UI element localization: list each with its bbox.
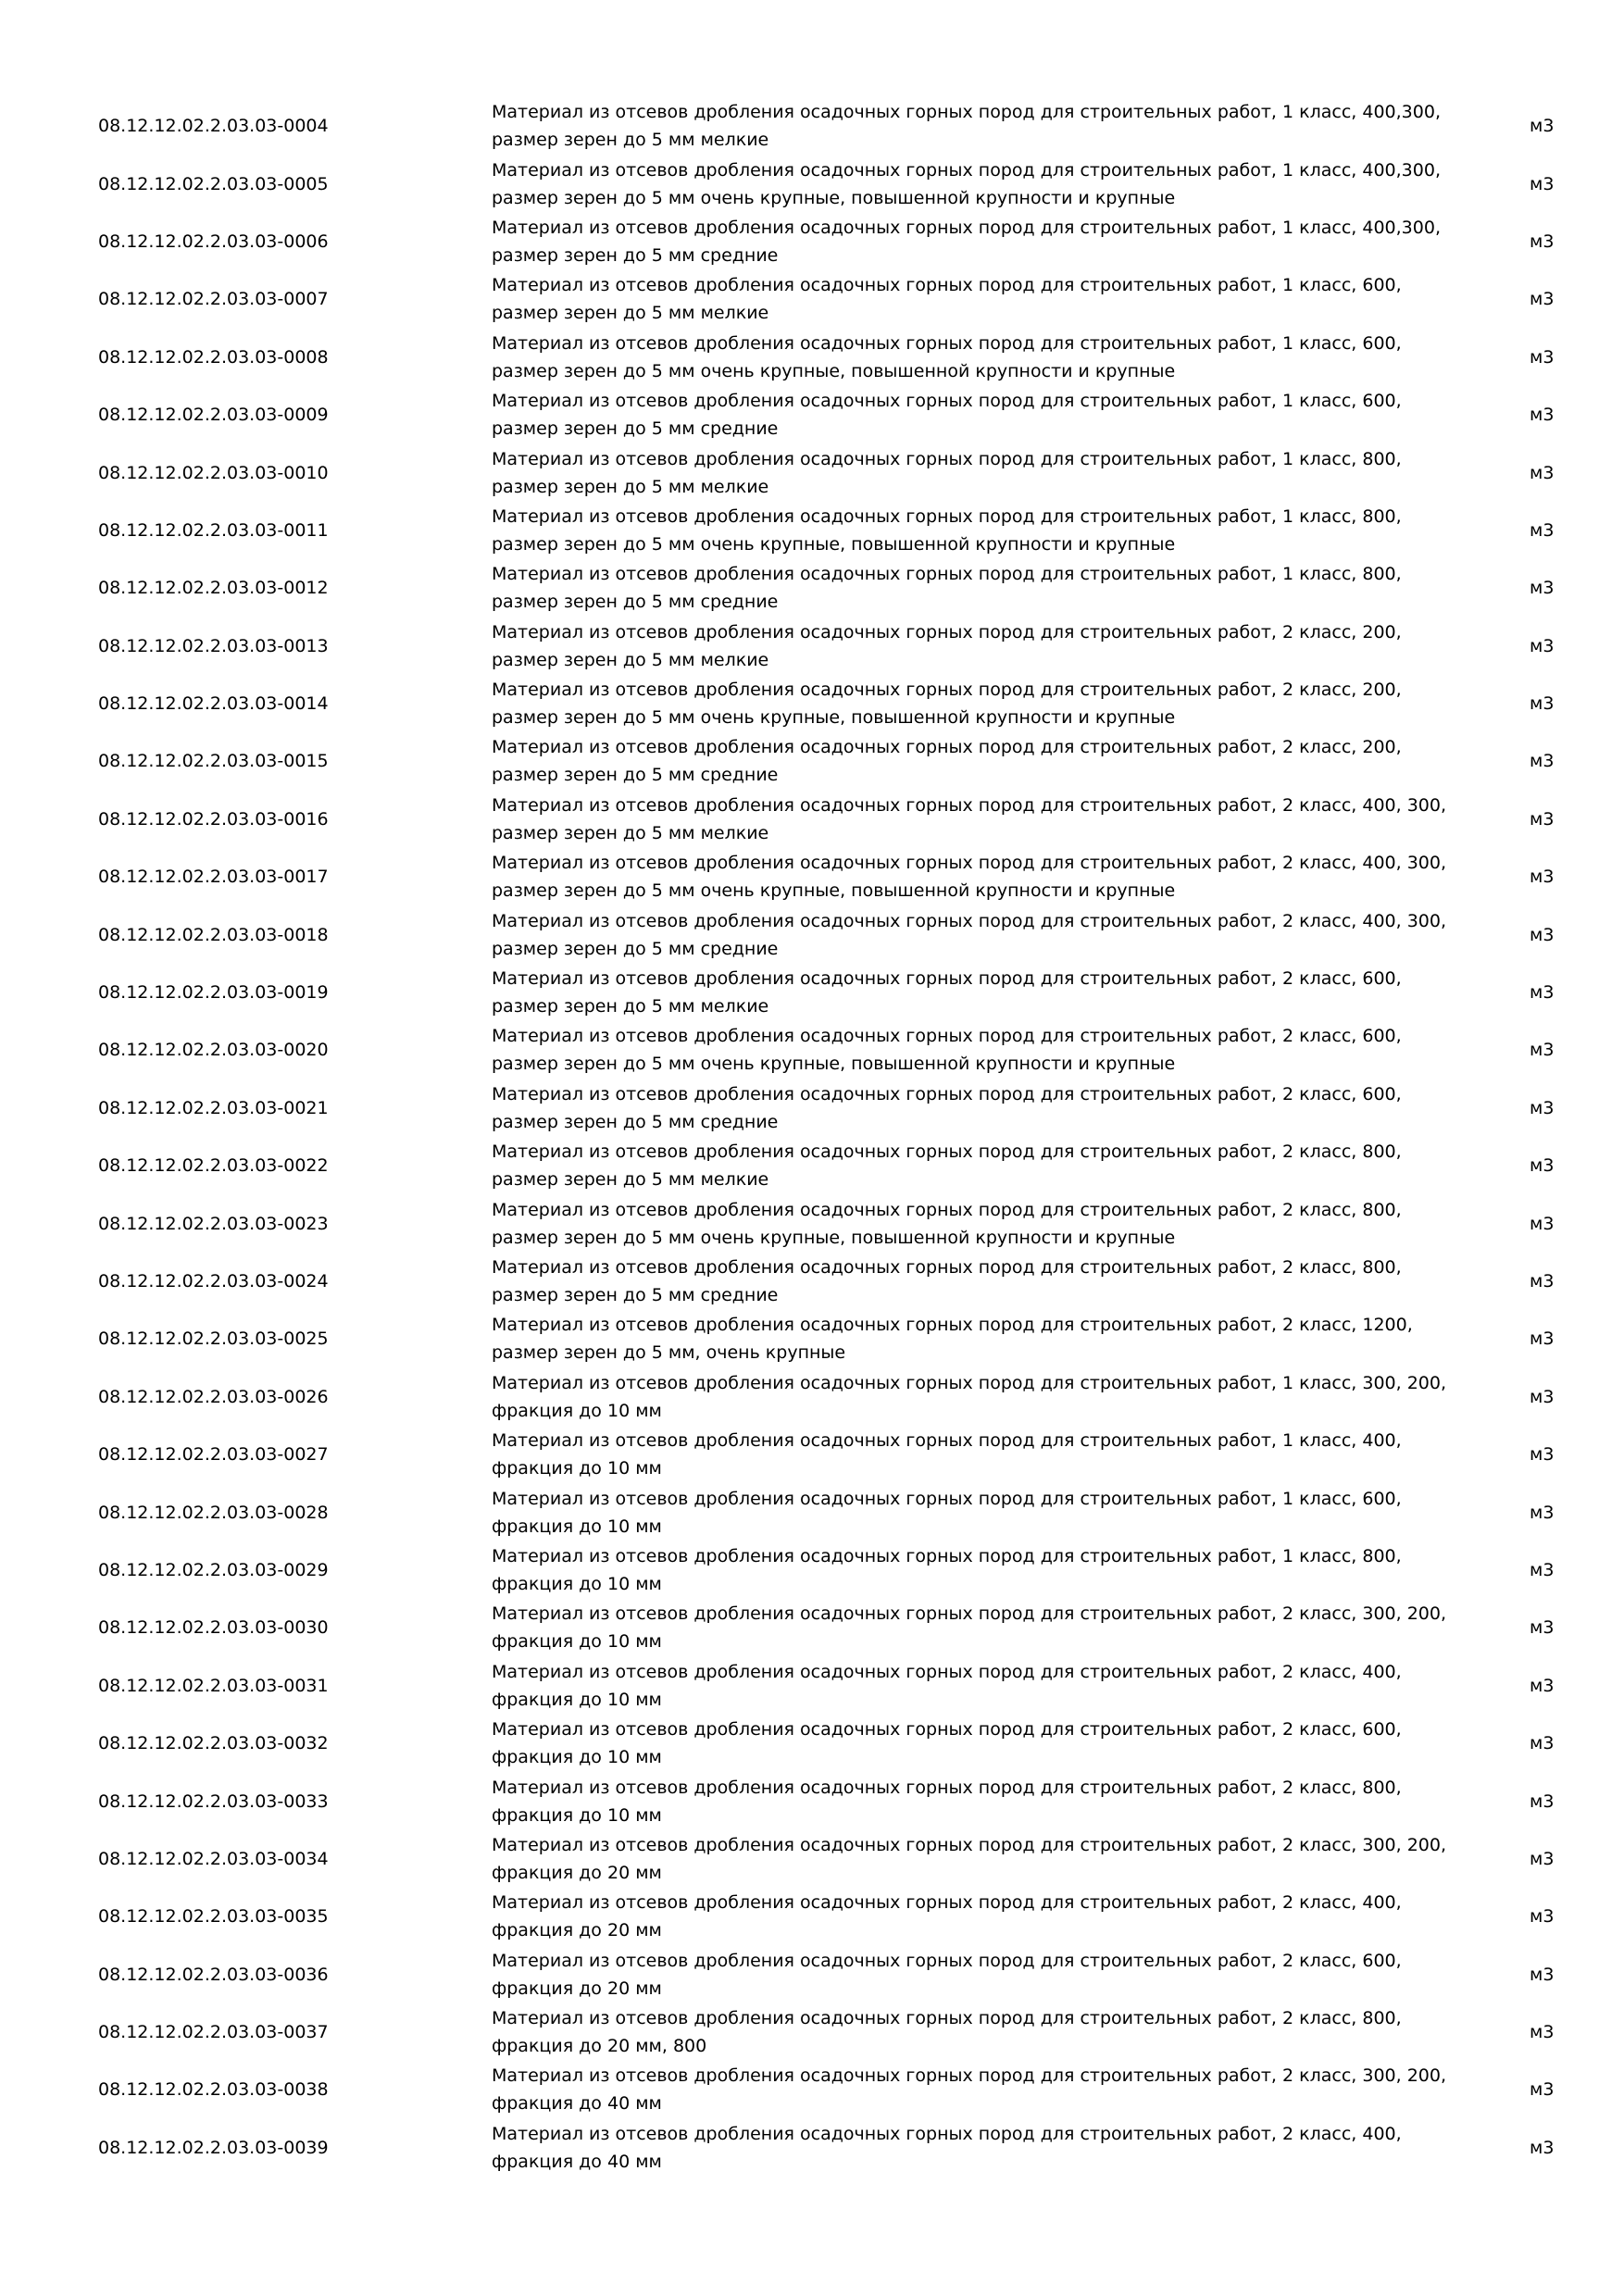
item-code: 08.12.12.02.2.03.03-0006 [98,231,329,252]
item-description: Материал из отсевов дробления осадочных горных пород для строительных работ, 1 класс, 800, размер зерен до 5 мм мелкие [492,448,1402,497]
item-code: 08.12.12.02.2.03.03-0008 [98,346,329,368]
item-unit: м3 [1530,808,1555,830]
item-description: Материал из отсевов дробления осадочных горных пород для строительных работ, 2 класс, 300, 200, фракция до 40 мм [492,2065,1447,2115]
item-description-cell [492,1079,1473,1137]
item-description: Материал из отсевов дробления осадочных горных пород для строительных работ, 1 класс, 400,300, размер зерен до 5 мм очень крупные, повышенной крупности и крупные [492,159,1441,208]
item-description-cell [492,905,1473,963]
item-unit: м3 [1530,1733,1555,1754]
table-row [0,1715,1624,1772]
item-unit: м3 [1530,405,1555,426]
item-unit: м3 [1530,1848,1555,1869]
table-row [0,1888,1624,1945]
item-unit: м3 [1530,1675,1555,1696]
item-description-cell [492,1715,1473,1772]
item-description: Материал из отсевов дробления осадочных горных пород для строительных работ, 1 класс, 400,300, размер зерен до 5 мм средние [492,217,1441,266]
table-row [0,1599,1624,1656]
table-row [0,1946,1624,2003]
item-description: Материал из отсевов дробления осадочных горных пород для строительных работ, 1 класс, 600, фракция до 10 мм [492,1488,1402,1537]
item-unit: м3 [1530,1444,1555,1466]
item-description: Материал из отсевов дробления осадочных горных пород для строительных работ, 2 класс, 600, размер зерен до 5 мм очень крупные, повышенной крупности и крупные [492,1026,1402,1075]
table-row [0,732,1624,790]
item-code: 08.12.12.02.2.03.03-0035 [98,1906,329,1928]
item-description-cell [492,618,1473,675]
item-code: 08.12.12.02.2.03.03-0014 [98,693,329,715]
item-unit: м3 [1530,1097,1555,1118]
item-description: Материал из отсевов дробления осадочных горных пород для строительных работ, 2 класс, 200, размер зерен до 5 мм очень крупные, повышенной крупности и крупные [492,680,1402,729]
table-row [0,1483,1624,1541]
item-description: Материал из отсевов дробления осадочных горных пород для строительных работ, 2 класс, 1200, размер зерен до 5 мм, очень крупные [492,1315,1413,1364]
item-unit: м3 [1530,2137,1555,2158]
item-unit: м3 [1530,2079,1555,2101]
item-description-cell [492,1194,1473,1252]
table-row [0,1021,1624,1079]
item-code: 08.12.12.02.2.03.03-0020 [98,1040,329,1061]
table-row [0,2003,1624,2061]
table-row [0,1772,1624,1829]
item-unit: м3 [1530,1040,1555,1061]
item-unit: м3 [1530,519,1555,541]
item-description: Материал из отсевов дробления осадочных горных пород для строительных работ, 1 класс, 800, размер зерен до 5 мм очень крупные, повышенной крупности и крупные [492,505,1402,555]
table-row [0,848,1624,905]
item-unit: м3 [1530,924,1555,945]
item-description-cell [492,1310,1473,1367]
item-description: Материал из отсевов дробления осадочных горных пород для строительных работ, 2 класс, 300, 200, фракция до 20 мм [492,1834,1447,1883]
item-unit: м3 [1530,578,1555,599]
item-description: Материал из отсевов дробления осадочных горных пород для строительных работ, 2 класс, 800, размер зерен до 5 мм средние [492,1257,1402,1305]
item-unit: м3 [1530,116,1555,137]
table-row [0,1368,1624,1426]
table-row [0,1253,1624,1310]
table-row [0,1830,1624,1888]
item-code: 08.12.12.02.2.03.03-0028 [98,1502,329,1523]
item-description-cell [492,791,1473,848]
item-unit: м3 [1530,1964,1555,1985]
item-description: Материал из отсевов дробления осадочных горных пород для строительных работ, 1 класс, 400,300, размер зерен до 5 мм мелкие [492,102,1441,151]
item-description: Материал из отсевов дробления осадочных горных пород для строительных работ, 1 класс, 800, размер зерен до 5 мм средние [492,564,1402,613]
item-code: 08.12.12.02.2.03.03-0029 [98,1559,329,1580]
item-code: 08.12.12.02.2.03.03-0010 [98,462,329,483]
item-description-cell [492,964,1473,1021]
item-description-cell [492,443,1473,501]
item-description: Материал из отсевов дробления осадочных горных пород для строительных работ, 2 класс, 800, размер зерен до 5 мм мелкие [492,1142,1402,1191]
item-code: 08.12.12.02.2.03.03-0024 [98,1271,329,1292]
item-description-cell [492,329,1473,386]
item-code: 08.12.12.02.2.03.03-0009 [98,405,329,426]
table-row [0,1541,1624,1599]
item-code: 08.12.12.02.2.03.03-0039 [98,2137,329,2158]
table-row [0,1079,1624,1137]
item-unit: м3 [1530,1906,1555,1928]
item-unit: м3 [1530,693,1555,715]
table-row [0,1137,1624,1194]
item-unit: м3 [1530,1271,1555,1292]
item-description-cell [492,2119,1473,2177]
item-unit: м3 [1530,1155,1555,1177]
table-row [0,791,1624,848]
item-code: 08.12.12.02.2.03.03-0037 [98,2022,329,2043]
item-code: 08.12.12.02.2.03.03-0018 [98,924,329,945]
table-row [0,155,1624,212]
item-unit: м3 [1530,635,1555,656]
item-code: 08.12.12.02.2.03.03-0032 [98,1733,329,1754]
item-unit: м3 [1530,231,1555,252]
table-row [0,1194,1624,1252]
item-code: 08.12.12.02.2.03.03-0021 [98,1097,329,1118]
item-code: 08.12.12.02.2.03.03-0016 [98,808,329,830]
table-row [0,1657,1624,1715]
table-row [0,2061,1624,2118]
item-description: Материал из отсевов дробления осадочных горных пород для строительных работ, 2 класс, 200, размер зерен до 5 мм мелкие [492,621,1402,670]
item-description-cell [492,1483,1473,1541]
item-description-cell [492,1946,1473,2003]
item-code: 08.12.12.02.2.03.03-0012 [98,578,329,599]
item-unit: м3 [1530,462,1555,483]
item-description: Материал из отсевов дробления осадочных горных пород для строительных работ, 2 класс, 800, фракция до 20 мм, 800 [492,2008,1402,2057]
item-description: Материал из отсевов дробления осадочных горных пород для строительных работ, 1 класс, 600, размер зерен до 5 мм средние [492,391,1402,440]
item-description: Материал из отсевов дробления осадочных горных пород для строительных работ, 2 класс, 600, фракция до 10 мм [492,1719,1402,1768]
item-description: Материал из отсевов дробления осадочных горных пород для строительных работ, 1 класс, 600, размер зерен до 5 мм мелкие [492,275,1402,324]
item-unit: м3 [1530,1617,1555,1639]
item-description-cell [492,270,1473,328]
item-description: Материал из отсевов дробления осадочных горных пород для строительных работ, 2 класс, 800, фракция до 10 мм [492,1777,1402,1826]
materials-table [0,97,1624,2177]
item-unit: м3 [1530,1559,1555,1580]
item-code: 08.12.12.02.2.03.03-0011 [98,519,329,541]
item-code: 08.12.12.02.2.03.03-0034 [98,1848,329,1869]
item-description-cell [492,559,1473,617]
item-code: 08.12.12.02.2.03.03-0031 [98,1675,329,1696]
item-code: 08.12.12.02.2.03.03-0019 [98,982,329,1004]
item-unit: м3 [1530,1791,1555,1812]
item-code: 08.12.12.02.2.03.03-0023 [98,1213,329,1234]
item-description: Материал из отсевов дробления осадочных горных пород для строительных работ, 2 класс, 800, размер зерен до 5 мм очень крупные, повышенной крупности и крупные [492,1199,1402,1248]
item-unit: м3 [1530,1329,1555,1350]
table-row [0,213,1624,270]
item-description: Материал из отсевов дробления осадочных горных пород для строительных работ, 2 класс, 400, фракция до 20 мм [492,1892,1402,1941]
item-description: Материал из отсевов дробления осадочных горных пород для строительных работ, 2 класс, 400, 300, размер зерен до 5 мм средние [492,910,1447,959]
table-row [0,329,1624,386]
table-row [0,905,1624,963]
item-unit: м3 [1530,867,1555,888]
item-description: Материал из отсевов дробления осадочных горных пород для строительных работ, 2 класс, 300, 200, фракция до 10 мм [492,1603,1447,1653]
table-row [0,386,1624,443]
item-description-cell [492,97,1473,155]
item-description-cell [492,2003,1473,2061]
item-description-cell [492,1541,1473,1599]
item-code: 08.12.12.02.2.03.03-0005 [98,173,329,194]
item-unit: м3 [1530,173,1555,194]
item-description-cell [492,1368,1473,1426]
item-description-cell [492,732,1473,790]
table-row [0,1310,1624,1367]
item-description-cell [492,1772,1473,1829]
item-description-cell [492,502,1473,559]
table-row [0,443,1624,501]
item-code: 08.12.12.02.2.03.03-0004 [98,116,329,137]
table-row [0,270,1624,328]
table-row [0,559,1624,617]
table-row [0,2119,1624,2177]
item-unit: м3 [1530,1502,1555,1523]
item-unit: м3 [1530,982,1555,1004]
item-description-cell [492,2061,1473,2118]
item-code: 08.12.12.02.2.03.03-0026 [98,1386,329,1407]
item-description: Материал из отсевов дробления осадочных горных пород для строительных работ, 2 класс, 600, размер зерен до 5 мм средние [492,1083,1402,1132]
item-code: 08.12.12.02.2.03.03-0013 [98,635,329,656]
item-description: Материал из отсевов дробления осадочных горных пород для строительных работ, 2 класс, 200, размер зерен до 5 мм средние [492,737,1402,786]
item-description: Материал из отсевов дробления осадочных горных пород для строительных работ, 2 класс, 400, 300, размер зерен до 5 мм очень крупные, повышенной крупности и крупные [492,853,1447,902]
item-code: 08.12.12.02.2.03.03-0027 [98,1444,329,1466]
item-description-cell [492,1657,1473,1715]
item-description: Материал из отсевов дробления осадочных горных пород для строительных работ, 2 класс, 400, фракция до 10 мм [492,1661,1402,1710]
table-row [0,675,1624,732]
item-description: Материал из отсевов дробления осадочных горных пород для строительных работ, 2 класс, 400, 300, размер зерен до 5 мм мелкие [492,794,1447,843]
item-code: 08.12.12.02.2.03.03-0025 [98,1329,329,1350]
item-description: Материал из отсевов дробления осадочных горных пород для строительных работ, 2 класс, 600, фракция до 20 мм [492,1950,1402,1999]
item-code: 08.12.12.02.2.03.03-0022 [98,1155,329,1177]
item-description-cell [492,675,1473,732]
item-unit: м3 [1530,2022,1555,2043]
item-description: Материал из отсевов дробления осадочных горных пород для строительных работ, 1 класс, 400, фракция до 10 мм [492,1430,1402,1479]
item-code: 08.12.12.02.2.03.03-0033 [98,1791,329,1812]
item-description-cell [492,1137,1473,1194]
item-description-cell [492,848,1473,905]
item-description-cell [492,1021,1473,1079]
item-description: Материал из отсевов дробления осадочных горных пород для строительных работ, 1 класс, 600, размер зерен до 5 мм очень крупные, повышенной крупности и крупные [492,332,1402,381]
item-code: 08.12.12.02.2.03.03-0038 [98,2079,329,2101]
item-code: 08.12.12.02.2.03.03-0030 [98,1617,329,1639]
item-code: 08.12.12.02.2.03.03-0017 [98,867,329,888]
item-unit: м3 [1530,1213,1555,1234]
item-code: 08.12.12.02.2.03.03-0007 [98,289,329,310]
item-description: Материал из отсевов дробления осадочных горных пород для строительных работ, 2 класс, 600, размер зерен до 5 мм мелкие [492,968,1402,1017]
item-unit: м3 [1530,1386,1555,1407]
item-description-cell [492,1426,1473,1483]
item-description-cell [492,155,1473,212]
item-unit: м3 [1530,751,1555,772]
table-row [0,618,1624,675]
item-description: Материал из отсевов дробления осадочных горных пород для строительных работ, 1 класс, 300, 200, фракция до 10 мм [492,1372,1447,1421]
table-row [0,502,1624,559]
item-description: Материал из отсевов дробления осадочных горных пород для строительных работ, 1 класс, 800, фракция до 10 мм [492,1545,1402,1594]
table-row [0,1426,1624,1483]
item-code: 08.12.12.02.2.03.03-0036 [98,1964,329,1985]
item-description-cell [492,213,1473,270]
item-unit: м3 [1530,289,1555,310]
item-description-cell [492,1253,1473,1310]
item-description-cell [492,1888,1473,1945]
item-code: 08.12.12.02.2.03.03-0015 [98,751,329,772]
item-unit: м3 [1530,346,1555,368]
item-description-cell [492,1830,1473,1888]
item-description-cell [492,386,1473,443]
table-row [0,97,1624,155]
item-description-cell [492,1599,1473,1656]
table-row [0,964,1624,1021]
item-description: Материал из отсевов дробления осадочных горных пород для строительных работ, 2 класс, 400, фракция до 40 мм [492,2123,1402,2172]
